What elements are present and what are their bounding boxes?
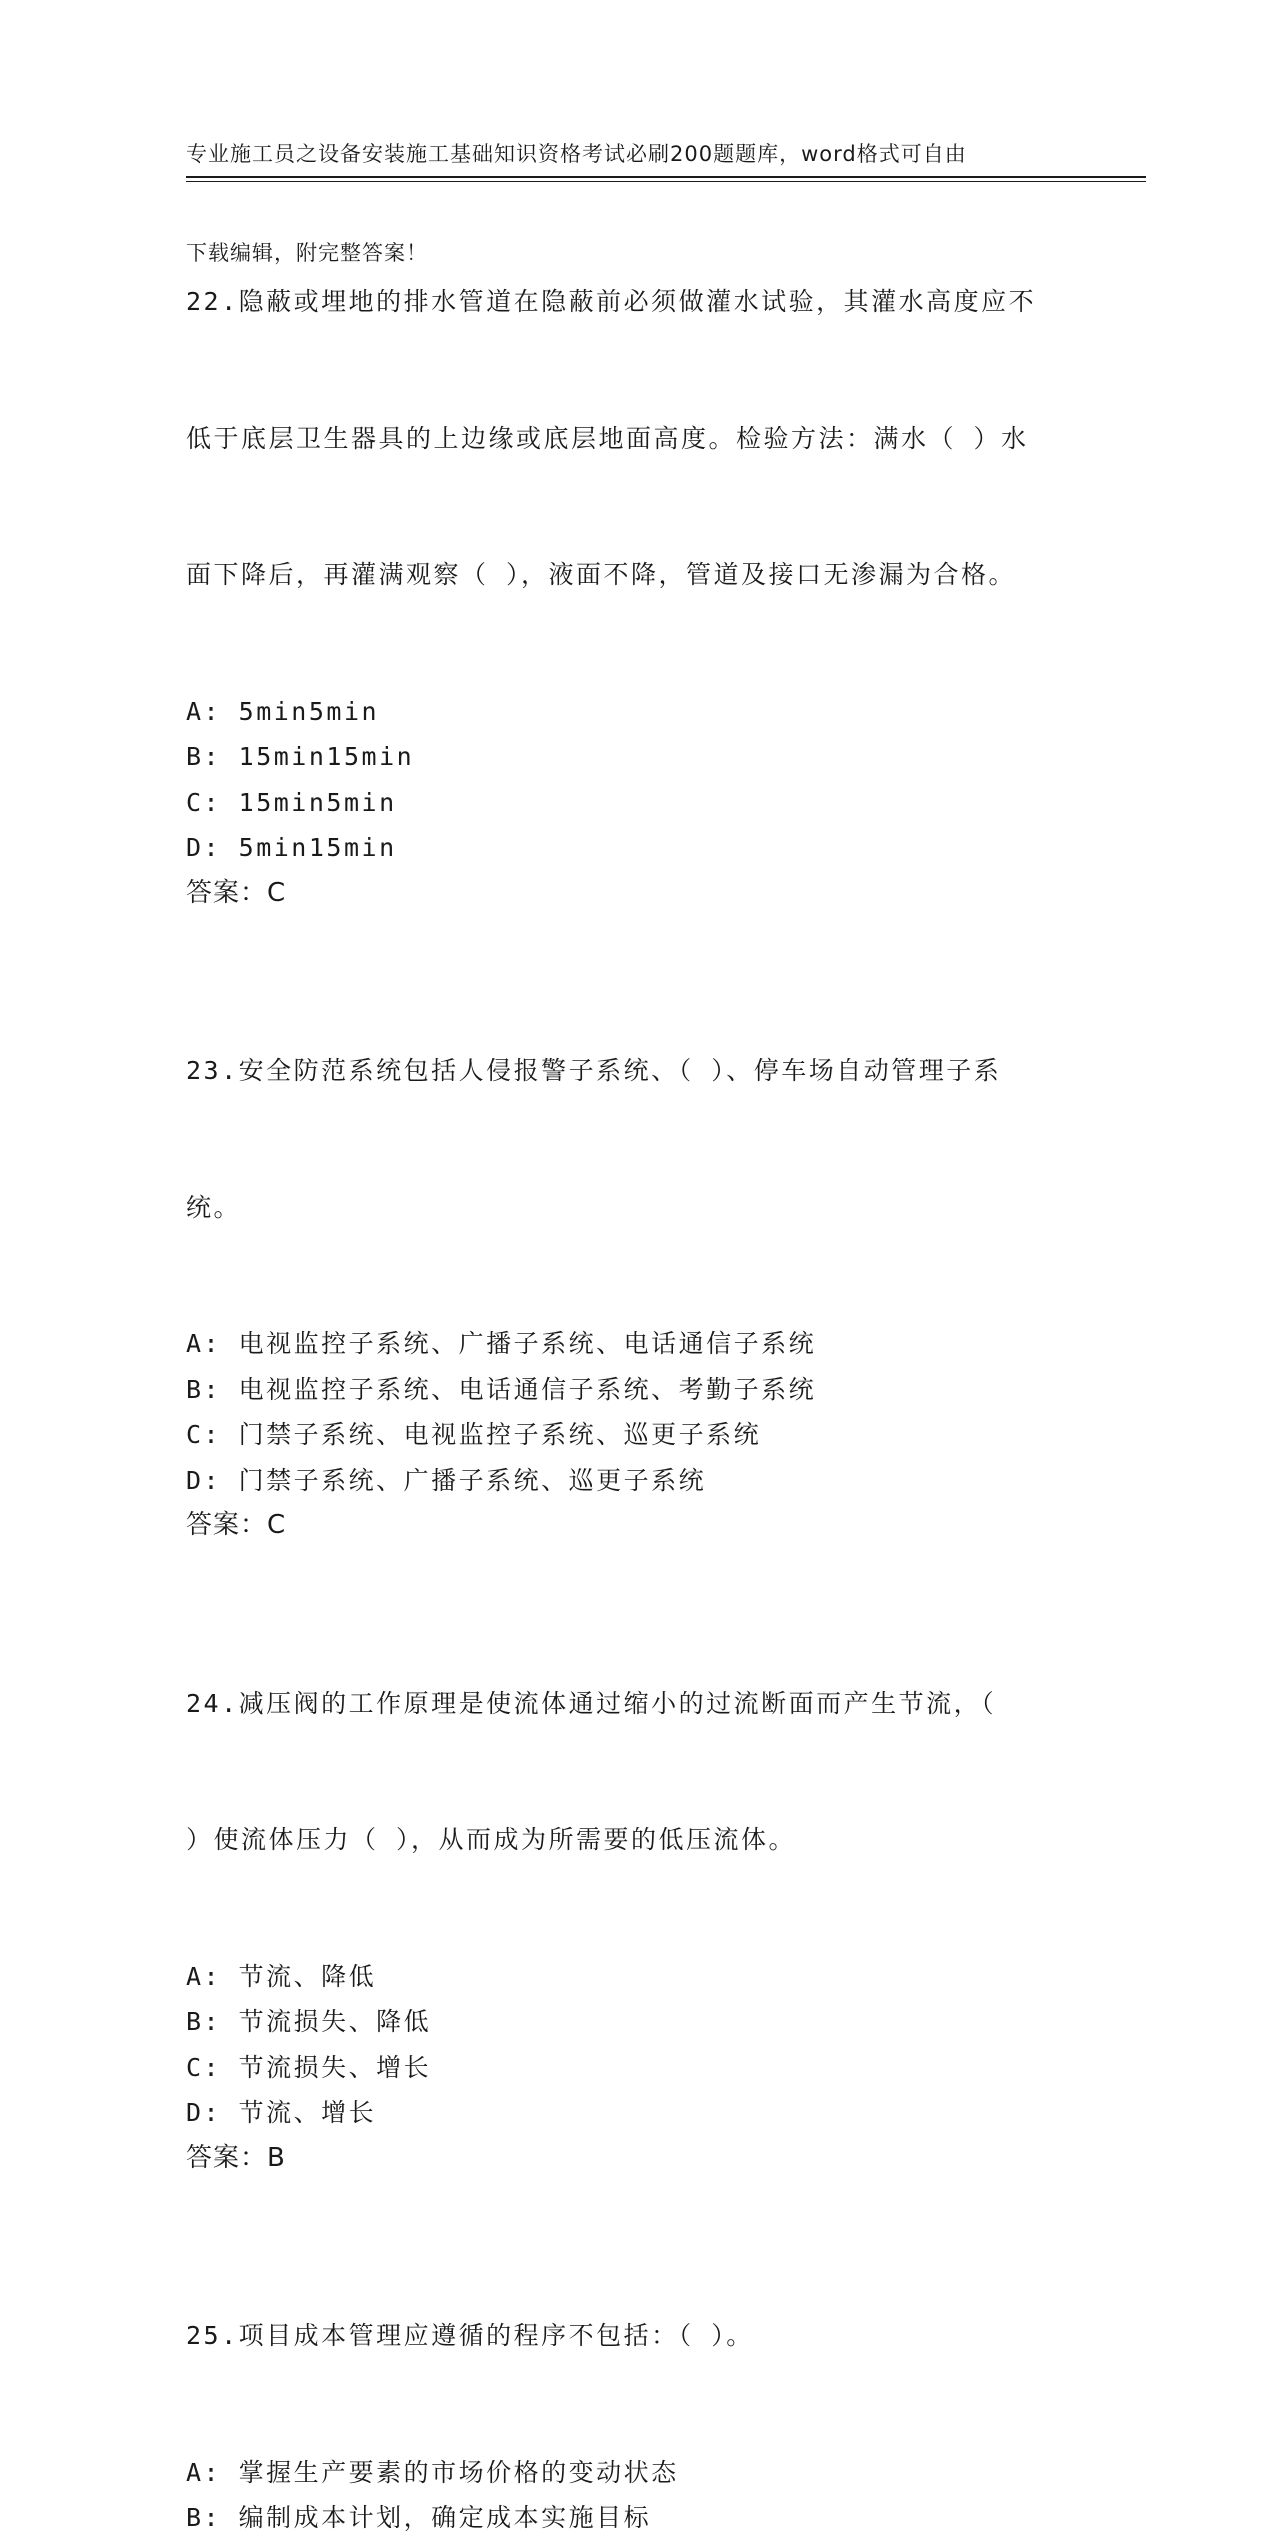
stem-line: 25.项目成本管理应遵循的程序不包括：（ ）。 [186,2321,754,2350]
stem-line: 23.安全防范系统包括人侵报警子系统、（ ）、停车场自动管理子系 [186,1056,1002,1085]
question-stem [186,188,1086,689]
option-b: B: 15min15min [186,742,415,771]
option-a: A: 节流、降低 [186,1961,377,1991]
question-25 [186,2222,1086,2541]
question-22 [186,188,1086,916]
header-line-2: 下载编辑，附完整答案！ [186,241,428,265]
option-d: D: 5min15min [186,833,397,862]
option-d: D: 节流、增长 [186,2098,377,2127]
question-stem [186,957,1086,1321]
question-23 [186,957,1086,1549]
question-stem [186,1590,1086,1954]
option-c: C: 门禁子系统、电视监控子系统、巡更子系统 [186,1420,762,1449]
question-24 [186,1590,1086,2182]
header-rule-thick [186,176,1146,178]
header-rule-thin [186,181,1146,182]
stem-line: 低于底层卫生器具的上边缘或底层地面高度。检验方法：满水（ ）水 [186,423,1029,453]
stem-line: 22.隐蔽或埋地的排水管道在隐蔽前必须做灌水试验，其灌水高度应不 [186,287,1037,316]
answer-line: 答案：C [186,877,287,908]
option-a: A: 5min5min [186,696,380,726]
stem-line: ）使流体压力（ ），从而成为所需要的低压流体。 [186,1825,797,1854]
stem-line: 24.减压阀的工作原理是使流体通过缩小的过流断面而产生节流，（ [186,1688,997,1718]
option-b: B: 电视监控子系统、电话通信子系统、考勤子系统 [186,1374,817,1404]
question-list [186,188,1086,2541]
option-b: B: 编制成本计划，确定成本实施目标 [186,2503,652,2532]
option-c: C: 节流损失、增长 [186,2052,432,2082]
header-line-1: 专业施工员之设备安装施工基础知识资格考试必刷200题题库，word格式可自由 [186,142,967,166]
question-stem [186,2222,1086,2450]
stem-line: 面下降后，再灌满观察（ ），液面不降，管道及接口无渗漏为合格。 [186,560,1017,589]
option-c: C: 15min5min [186,787,397,817]
option-a: A: 掌握生产要素的市场价格的变动状态 [186,2457,679,2487]
option-b: B: 节流损失、降低 [186,2007,432,2036]
answer-line: 答案：B [186,2142,286,2173]
answer-line: 答案：C [186,1510,287,1540]
option-d: D: 门禁子系统、广播子系统、巡更子系统 [186,1465,707,1495]
stem-line: 统。 [186,1192,242,1222]
option-a: A: 电视监控子系统、广播子系统、电话通信子系统 [186,1329,817,1358]
